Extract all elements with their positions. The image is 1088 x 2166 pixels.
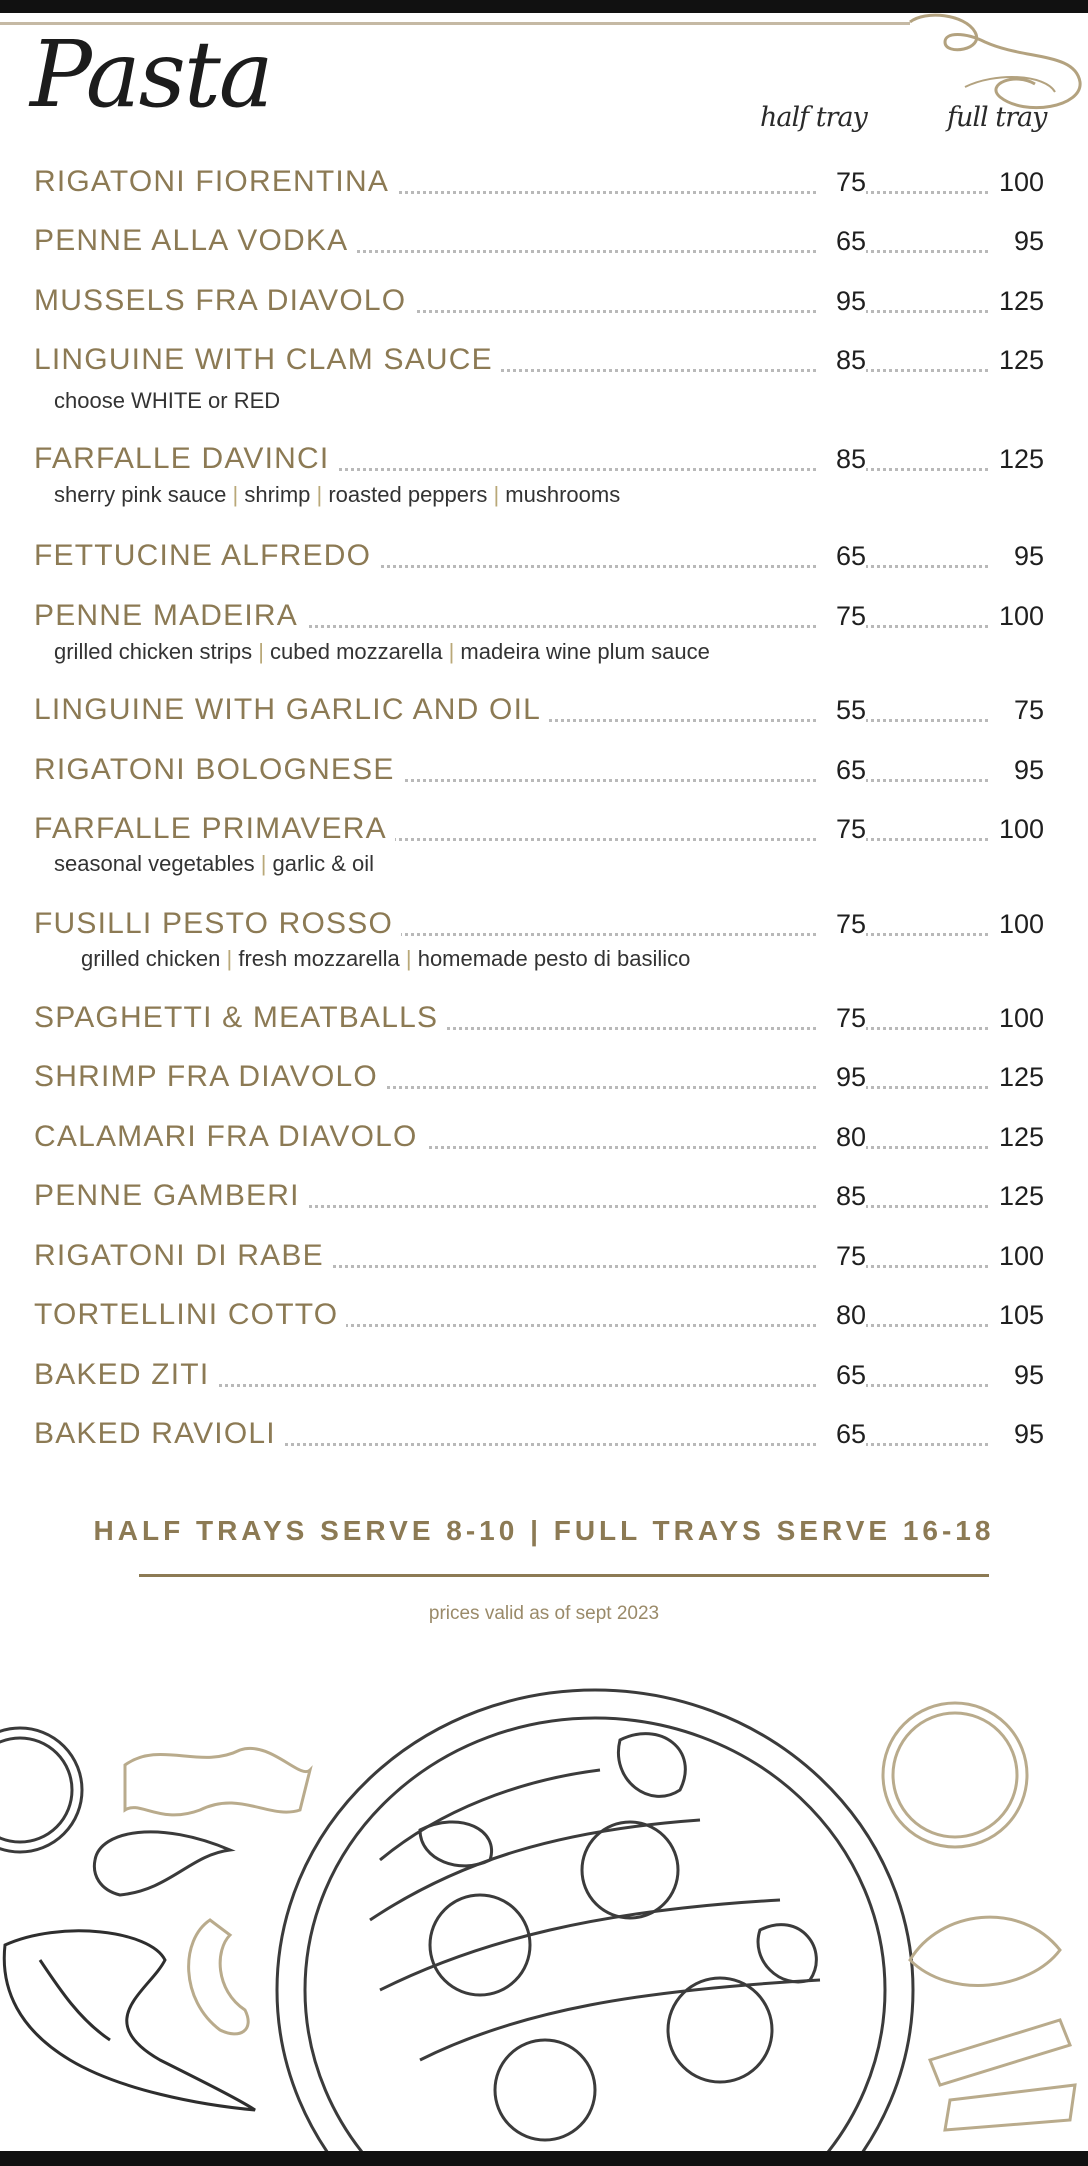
description-part: madeira wine plum sauce (460, 639, 710, 664)
half-tray-price: 80 (816, 1117, 866, 1157)
menu-item (34, 536, 1044, 576)
leader-dots (864, 838, 996, 841)
leader-dots (864, 191, 996, 194)
half-tray-price: 65 (816, 536, 866, 576)
description-part: cubed mozzarella (270, 639, 443, 664)
item-name: FARFALLE PRIMAVERA (34, 809, 395, 849)
description-part: sherry pink sauce (54, 482, 227, 507)
description-part: seasonal vegetables (54, 851, 255, 876)
spaghetti-meatball-plate-icon (277, 1690, 913, 2151)
full-tray-price: 95 (992, 536, 1044, 576)
item-name: RIGATONI FIORENTINA (34, 162, 397, 202)
item-name: PENNE GAMBERI (34, 1176, 308, 1216)
leader-dots (864, 310, 996, 313)
full-tray-price: 125 (992, 1057, 1044, 1097)
full-tray-price: 125 (992, 281, 1044, 321)
full-tray-price: 75 (992, 690, 1044, 730)
separator: | (442, 639, 461, 664)
menu-item (34, 162, 1044, 202)
full-tray-price: 100 (992, 998, 1044, 1038)
menu-item (34, 1236, 1044, 1276)
item-description (54, 851, 374, 877)
farfalle-icon (125, 1748, 310, 1815)
item-name: BAKED ZITI (34, 1355, 217, 1395)
full-tray-price: 125 (992, 439, 1044, 479)
leader-dots (864, 625, 996, 628)
half-tray-price: 65 (816, 750, 866, 790)
leader-dots (864, 1265, 996, 1268)
full-tray-price: 95 (992, 1355, 1044, 1395)
separator: | (487, 482, 506, 507)
description-part: garlic & oil (272, 851, 375, 876)
separator: | (252, 639, 271, 664)
half-tray-price: 85 (816, 1176, 866, 1216)
item-name: FUSILLI PESTO ROSSO (34, 904, 401, 944)
item-name: PENNE MADEIRA (34, 596, 306, 636)
ravioli-icon (0, 1728, 82, 1852)
pasta-illustration (0, 1660, 1088, 2151)
half-tray-price: 65 (816, 1355, 866, 1395)
half-tray-price: 75 (816, 809, 866, 849)
description-part: grilled chicken strips (54, 639, 253, 664)
item-name: RIGATONI BOLOGNESE (34, 750, 403, 790)
item-name: FETTUCINE ALFREDO (34, 536, 379, 576)
leader-dots (864, 1027, 996, 1030)
menu-item (34, 1057, 1044, 1097)
full-tray-price: 125 (992, 1176, 1044, 1216)
description-part: mushrooms (505, 482, 621, 507)
menu-item (34, 596, 1044, 636)
menu-item (34, 439, 1044, 479)
penne-icon (930, 2020, 1075, 2130)
separator: | (310, 482, 329, 507)
half-tray-price: 55 (816, 690, 866, 730)
item-name: SHRIMP FRA DIAVOLO (34, 1057, 386, 1097)
description-part: grilled chicken (81, 946, 221, 971)
full-tray-price: 95 (992, 750, 1044, 790)
full-tray-price: 100 (992, 596, 1044, 636)
item-name: CALAMARI FRA DIAVOLO (34, 1117, 426, 1157)
item-description (54, 639, 710, 665)
garlic-icon (94, 1832, 230, 1895)
leader-dots (864, 933, 996, 936)
full-tray-price: 105 (992, 1295, 1044, 1335)
description-part: roasted peppers (328, 482, 488, 507)
menu-item (34, 750, 1044, 790)
menu-item (34, 1117, 1044, 1157)
item-name: FARFALLE DAVINCI (34, 439, 337, 479)
menu-item (34, 281, 1044, 321)
item-description (54, 482, 620, 508)
menu-item (34, 1176, 1044, 1216)
item-description (54, 388, 280, 414)
full-tray-price: 100 (992, 1236, 1044, 1276)
full-tray-price: 125 (992, 340, 1044, 380)
half-tray-price: 75 (816, 998, 866, 1038)
full-tray-price: 100 (992, 162, 1044, 202)
half-tray-price: 65 (816, 1414, 866, 1454)
leader-dots (864, 1384, 996, 1387)
half-tray-header: half tray (760, 102, 867, 133)
leader-dots (864, 565, 996, 568)
bottom-border (0, 2151, 1088, 2166)
description-part: homemade pesto di basilico (417, 946, 691, 971)
leader-dots (864, 1324, 996, 1327)
full-tray-price: 95 (992, 1414, 1044, 1454)
half-tray-price: 75 (816, 162, 866, 202)
item-name: RIGATONI DI RABE (34, 1236, 332, 1276)
separator: | (226, 482, 245, 507)
shrimp-icon (4, 1931, 255, 2110)
separator: | (220, 946, 239, 971)
half-tray-price: 95 (816, 1057, 866, 1097)
item-name: BAKED RAVIOLI (34, 1414, 284, 1454)
half-tray-price: 75 (816, 596, 866, 636)
item-name: TORTELLINI COTTO (34, 1295, 346, 1335)
leader-dots (864, 1086, 996, 1089)
half-tray-price: 65 (816, 221, 866, 261)
menu-item (34, 809, 1044, 849)
leader-dots (864, 779, 996, 782)
leader-dots (864, 1146, 996, 1149)
half-tray-price: 85 (816, 340, 866, 380)
full-tray-header: full tray (947, 102, 1047, 133)
leader-dots (864, 1443, 996, 1446)
separator: | (399, 946, 418, 971)
leader-dots (864, 1205, 996, 1208)
menu-item (34, 1295, 1044, 1335)
item-description (81, 946, 690, 972)
full-tray-price: 125 (992, 1117, 1044, 1157)
leader-dots (864, 719, 996, 722)
leader-dots (864, 250, 996, 253)
description-part: fresh mozzarella (238, 946, 400, 971)
menu-item (34, 1355, 1044, 1395)
full-tray-price: 100 (992, 809, 1044, 849)
item-name: LINGUINE WITH GARLIC AND OIL (34, 690, 549, 730)
macaroni-icon (189, 1920, 249, 2034)
menu-item (34, 690, 1044, 730)
page-title: Pasta (30, 21, 272, 128)
leader-dots (864, 369, 996, 372)
half-tray-price: 80 (816, 1295, 866, 1335)
description-part: shrimp (244, 482, 311, 507)
menu-item (34, 221, 1044, 261)
menu-item (34, 998, 1044, 1038)
half-tray-price: 75 (816, 1236, 866, 1276)
menu-item (34, 1414, 1044, 1454)
footer-rule (139, 1574, 989, 1577)
full-tray-price: 95 (992, 221, 1044, 261)
description-part: choose WHITE or RED (54, 388, 281, 413)
half-tray-price: 75 (816, 904, 866, 944)
separator: | (254, 851, 273, 876)
menu-item (34, 904, 1044, 944)
menu-item (34, 340, 1044, 380)
half-tray-price: 85 (816, 439, 866, 479)
item-name: PENNE ALLA VODKA (34, 221, 356, 261)
leader-dots (864, 468, 996, 471)
item-name: LINGUINE WITH CLAM SAUCE (34, 340, 501, 380)
full-tray-price: 100 (992, 904, 1044, 944)
serving-note: HALF TRAYS SERVE 8-10 | FULL TRAYS SERVE 16-18 (93, 1515, 995, 1546)
item-name: MUSSELS FRA DIAVOLO (34, 281, 414, 321)
half-tray-price: 95 (816, 281, 866, 321)
price-validity-note: prices valid as of sept 2023 (428, 1603, 660, 1624)
item-name: SPAGHETTI & MEATBALLS (34, 998, 446, 1038)
